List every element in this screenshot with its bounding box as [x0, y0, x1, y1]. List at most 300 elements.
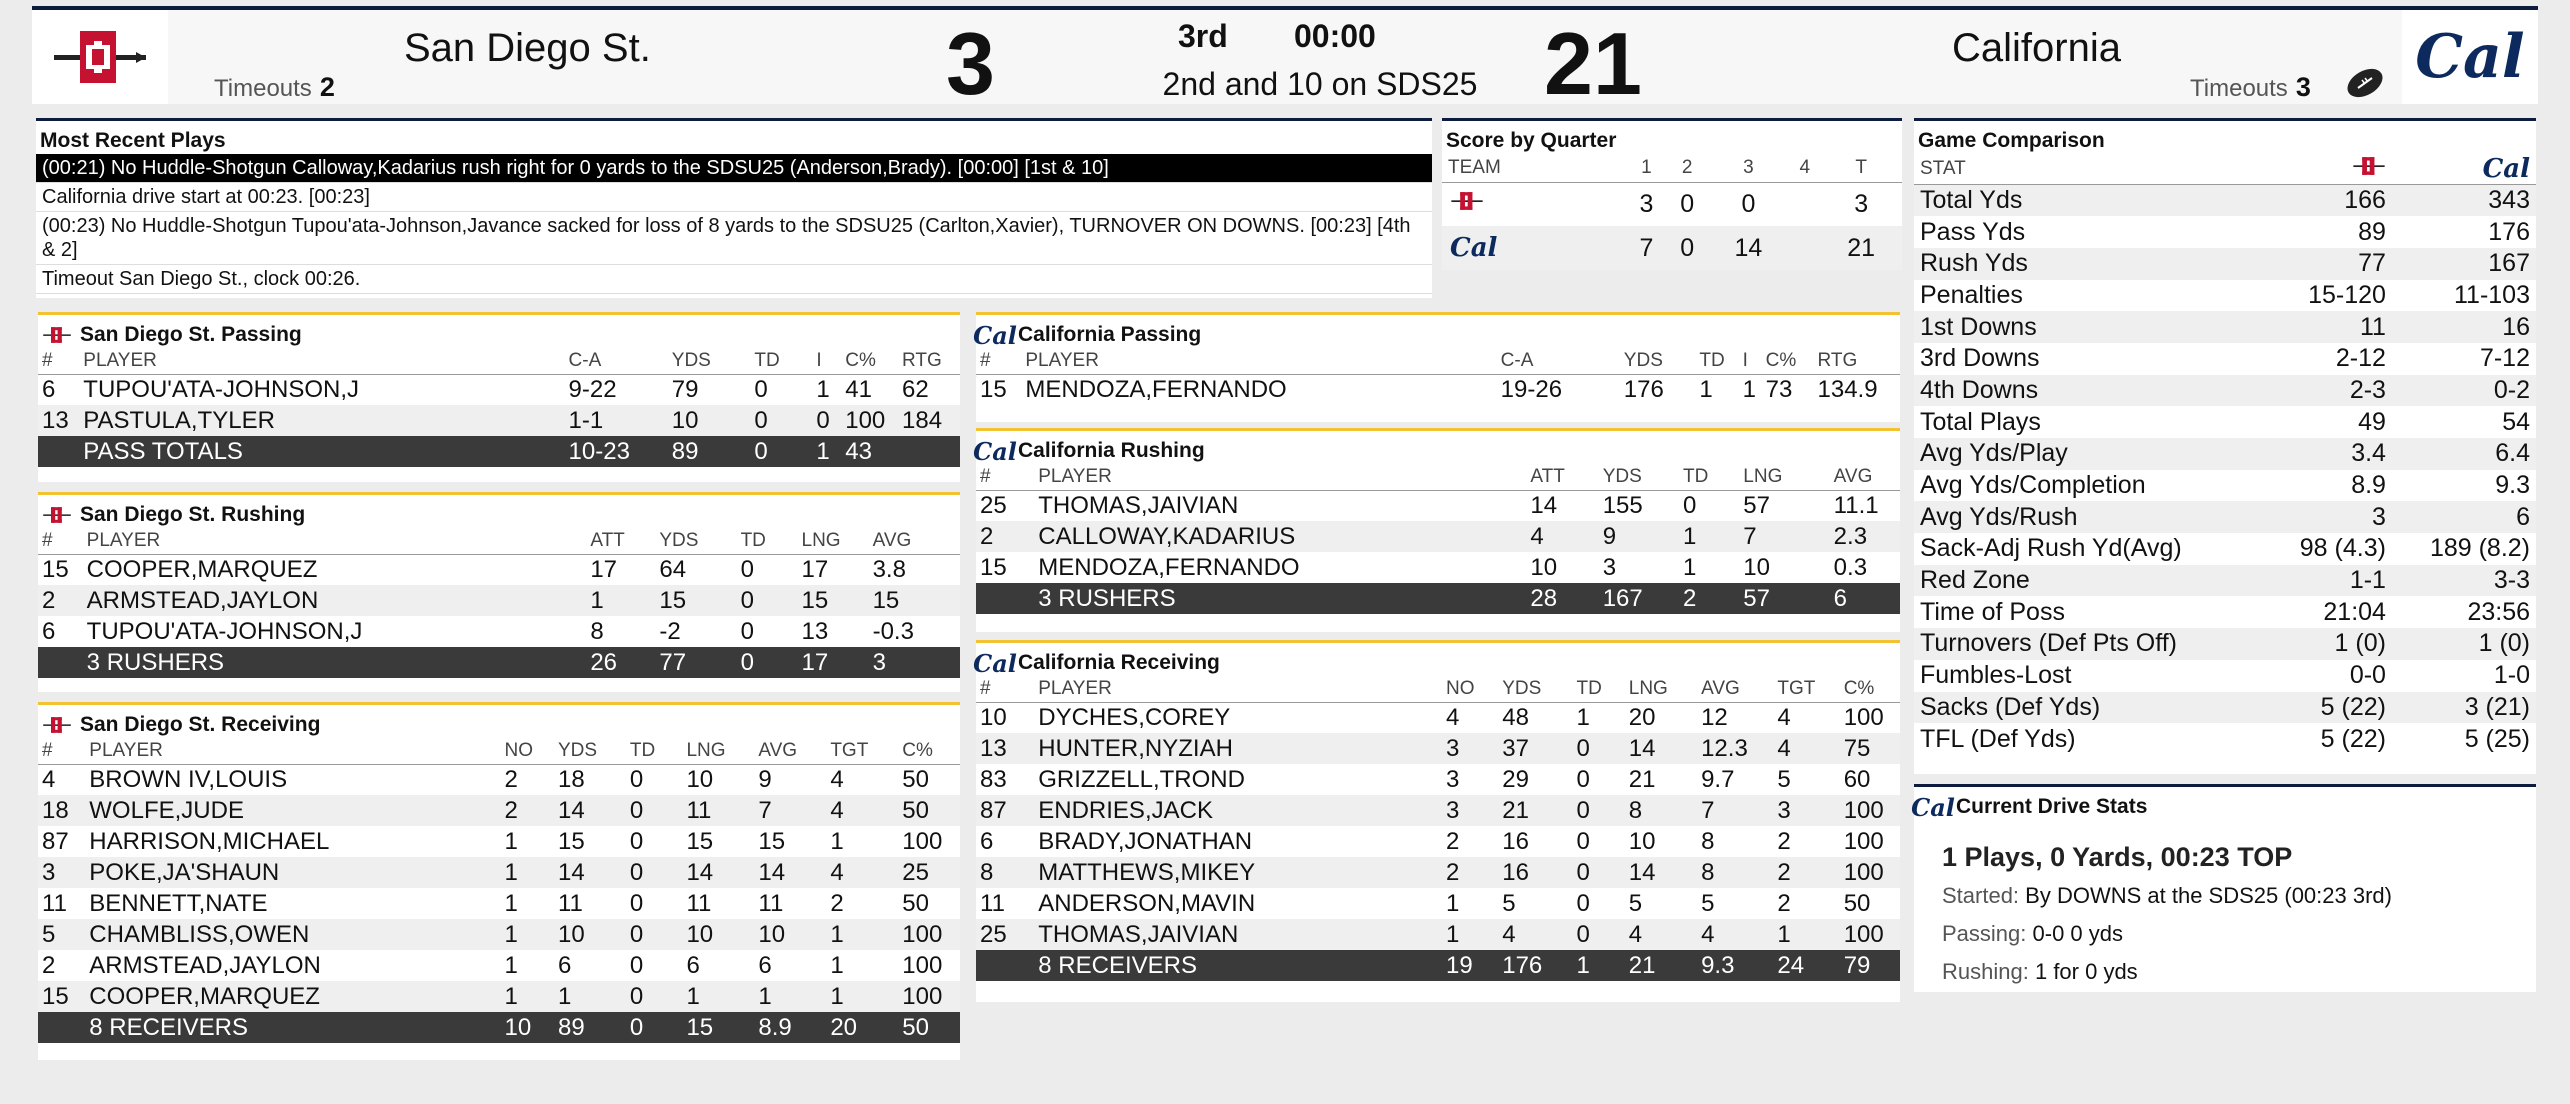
stat-cell: 1	[501, 919, 554, 950]
score-by-quarter-table	[1442, 154, 1902, 270]
sdsu-logo	[42, 712, 72, 738]
player-name: THOMAS,JAIVIAN	[1034, 919, 1442, 950]
cal-logo	[973, 648, 1017, 678]
stat-cell: 10	[1530, 553, 1558, 581]
drive-passing: Passing: 0-0 0 yds	[1942, 921, 2124, 946]
cal-logo	[1442, 226, 1626, 270]
stat-cell: 134.9	[1817, 375, 1878, 403]
comparison-value: 98 (4.3)	[2299, 534, 2386, 563]
column-header: C%	[841, 348, 898, 374]
cal-logo	[973, 436, 1017, 466]
stat-cell: 1	[816, 375, 830, 403]
comparison-value: 343	[2392, 185, 2536, 217]
comparison-stat-label: Sacks (Def Yds)	[1914, 692, 2266, 724]
player-row[interactable]	[976, 552, 1900, 583]
stat-cell: 15	[557, 827, 585, 855]
stat-cell: 48	[1502, 703, 1529, 731]
away-timeouts: Timeouts 3	[2190, 72, 2311, 102]
sdsu-passing-panel	[38, 312, 960, 482]
stat-cell: 83	[980, 765, 1007, 793]
stat-cell: 4	[826, 857, 898, 888]
panel-title-row	[973, 315, 1900, 350]
comparison-value: 5 (25)	[2464, 724, 2530, 753]
player-name: HUNTER,NYZIAH	[1034, 733, 1442, 764]
column-header: C-A	[565, 348, 668, 374]
sdsu-rushing-table	[38, 528, 960, 678]
totals-label: 3 RUSHERS	[1034, 583, 1526, 614]
player-name: ARMSTEAD,JAYLON	[89, 951, 321, 979]
home-timeouts: Timeouts 2	[214, 72, 335, 102]
player-row[interactable]	[976, 702, 1900, 733]
comparison-stat-label: Turnovers (Def Pts Off)	[1914, 628, 2266, 660]
down-and-distance: 2nd and 10 on SDS25	[1162, 66, 1478, 102]
game-comparison-panel	[1914, 118, 2536, 774]
stat-cell: 4	[1773, 733, 1839, 764]
stat-cell: 14	[1530, 491, 1558, 519]
cal-passing-table	[976, 348, 1900, 405]
stat-cell: 10	[682, 919, 754, 950]
away-score: 21	[1544, 14, 1642, 113]
stat-cell: 5	[1701, 889, 1715, 917]
stat-cell: 2	[1446, 827, 1460, 855]
drive-stats-title: Current Drive Stats	[1956, 795, 2148, 818]
sdsu-logo-icon	[1450, 189, 1484, 213]
totals-cell: 24	[1773, 950, 1839, 981]
stat-cell: 5	[1502, 889, 1516, 917]
home-score: 3	[946, 14, 995, 113]
stat-cell: 50	[898, 795, 960, 826]
drive-stats-panel	[1911, 784, 2536, 992]
player-row[interactable]	[976, 826, 1900, 857]
stat-cell: 4	[1498, 919, 1572, 950]
sbq-row-cal	[1442, 226, 1902, 270]
comparison-value: 21:04	[2323, 597, 2386, 626]
comparison-value: 2-3	[2266, 375, 2392, 407]
stat-cell: 10	[1743, 553, 1770, 581]
player-row[interactable]	[38, 888, 960, 919]
column-header: I	[1739, 348, 1762, 374]
stat-cell: 155	[1602, 491, 1643, 519]
totals-cell: 0	[626, 1012, 683, 1043]
stat-cell: 0	[1576, 889, 1590, 917]
comparison-row	[1914, 692, 2536, 724]
drive-summary: 1 Plays, 0 Yards, 00:23 TOP	[1942, 842, 2293, 872]
column-header: C%	[1762, 348, 1814, 374]
stat-cell: 1	[1773, 919, 1839, 950]
player-name: WOLFE,JUDE	[85, 795, 500, 826]
player-row[interactable]	[976, 521, 1900, 552]
totals-cell: 19	[1442, 950, 1498, 981]
stat-cell: 11	[980, 889, 1005, 917]
stat-cell: 0	[1576, 827, 1590, 855]
stat-cell: 0	[740, 555, 754, 583]
panel-title-row	[973, 431, 1900, 466]
column-header: YDS	[655, 528, 736, 554]
comparison-row	[1914, 406, 2536, 438]
player-row[interactable]	[976, 490, 1900, 521]
stat-cell: 10	[668, 405, 751, 436]
comparison-row	[1914, 216, 2536, 248]
player-name: BRADY,JONATHAN	[1038, 827, 1253, 855]
column-header: NO	[1442, 676, 1498, 702]
totals-cell: 43	[841, 436, 898, 467]
stat-cell: 14	[554, 795, 626, 826]
stat-cell: 9-22	[568, 375, 617, 403]
comparison-row	[1914, 185, 2536, 217]
player-row[interactable]	[38, 764, 960, 795]
sbq-cell	[1789, 182, 1820, 226]
stat-cell: 18	[38, 795, 85, 826]
stat-cell: 176	[1623, 375, 1664, 403]
stat-cell: 2.3	[1830, 521, 1900, 552]
totals-cell: 2	[1679, 583, 1739, 614]
player-row[interactable]	[976, 374, 1900, 405]
cal-logo	[2392, 154, 2536, 185]
sdsu-logo-icon	[42, 714, 72, 736]
cal-logo	[1911, 792, 1955, 822]
cal-receiving-title: California Receiving	[1018, 651, 1220, 674]
player-row[interactable]	[38, 374, 960, 405]
sdsu-passing-table	[38, 348, 960, 467]
totals-row	[38, 436, 960, 467]
stat-cell: 10	[754, 919, 826, 950]
cmp-header: STAT	[1914, 154, 2266, 185]
column-header: ATT	[1526, 464, 1598, 490]
stat-cell: 37	[1498, 733, 1572, 764]
column-header: LNG	[682, 738, 754, 764]
cal-logo-text: Cal	[973, 436, 1017, 466]
player-row[interactable]	[38, 616, 960, 647]
player-name: ANDERSON,MAVIN	[1038, 889, 1256, 917]
player-name: GRIZZELL,TROND	[1038, 765, 1245, 793]
totals-cell: 167	[1599, 583, 1679, 614]
player-row[interactable]	[976, 795, 1900, 826]
sdsu-logo-icon	[42, 504, 72, 526]
recent-plays-title: Most Recent Plays	[40, 129, 226, 152]
player-row[interactable]	[976, 888, 1900, 919]
stat-cell: 2	[976, 521, 1034, 552]
player-row[interactable]	[38, 585, 960, 616]
stat-cell: 15	[980, 553, 1007, 581]
stat-cell: 100	[1843, 703, 1884, 731]
player-name: CHAMBLISS,OWEN	[85, 919, 500, 950]
sdsu-rushing-panel	[38, 492, 960, 692]
stat-cell: 0	[740, 617, 754, 645]
column-header: AVG	[1830, 464, 1900, 490]
stat-cell: 4	[42, 765, 56, 793]
comparison-value: 1 (0)	[2266, 628, 2392, 660]
totals-cell: 21	[1625, 950, 1697, 981]
stat-cell: 10	[554, 919, 626, 950]
column-header: ATT	[586, 528, 655, 554]
comparison-value: 1-1	[2266, 565, 2392, 597]
column-header: C%	[898, 738, 960, 764]
stat-cell: 0	[629, 827, 644, 855]
stat-cell: 1	[1683, 553, 1697, 581]
column-header: RTG	[1814, 348, 1900, 374]
stat-cell: 8	[1625, 795, 1697, 826]
comparison-value: 0-0	[2349, 661, 2386, 690]
player-row[interactable]	[976, 733, 1900, 764]
comparison-value: 89	[2358, 217, 2386, 246]
column-header: RTG	[898, 348, 960, 374]
column-header: TGT	[826, 738, 898, 764]
column-header: I	[812, 348, 841, 374]
player-row[interactable]	[38, 826, 960, 857]
stat-cell: 5	[1628, 889, 1643, 917]
player-name: MENDOZA,FERNANDO	[1025, 375, 1287, 403]
panel-title-row	[38, 315, 960, 348]
stat-cell: 1-1	[565, 405, 668, 436]
stat-cell: 1	[1446, 889, 1460, 917]
player-row[interactable]	[38, 919, 960, 950]
comparison-value: 5 (22)	[2320, 724, 2386, 753]
stat-cell: 6	[758, 951, 772, 979]
stat-cell: 11	[42, 889, 67, 917]
player-name: POKE,JA'SHAUN	[85, 857, 500, 888]
column-header: AVG	[869, 528, 960, 554]
stat-cell: 2	[830, 889, 844, 917]
sdsu-logo	[1442, 182, 1626, 226]
comparison-value: 1-0	[2493, 661, 2530, 690]
player-name: THOMAS,JAIVIAN	[1038, 491, 1239, 519]
game-quarter: 3rd	[1178, 18, 1228, 54]
recent-play-item[interactable]: (00:21) No Huddle-Shotgun Calloway,Kadarius rush right for 0 yards to the SDSU25 (Anderson,Brady). [00:00] [1st & 10]	[36, 154, 1432, 183]
score-by-quarter-title: Score by Quarter	[1446, 129, 1617, 152]
stat-cell: 1	[1742, 375, 1756, 403]
comparison-stat-label: 4th Downs	[1914, 375, 2266, 407]
game-clock: 00:00	[1294, 18, 1376, 54]
column-header: AVG	[1697, 676, 1773, 702]
totals-cell: 10-23	[565, 436, 668, 467]
totals-cell: 28	[1526, 583, 1598, 614]
comparison-row	[1914, 375, 2536, 407]
comparison-value: 3-3	[2392, 565, 2536, 597]
comparison-stat-label: Total Yds	[1914, 185, 2266, 217]
comparison-stat-label: Sack-Adj Rush Yd(Avg)	[1920, 534, 2182, 563]
comparison-row	[1914, 533, 2536, 565]
column-header: TD	[626, 738, 683, 764]
stat-cell: 13	[38, 405, 79, 436]
stat-cell: 3	[1446, 765, 1460, 793]
column-header: PLAYER	[79, 348, 564, 374]
totals-cell: 20	[826, 1012, 898, 1043]
sdsu-logo	[42, 322, 72, 348]
player-row[interactable]	[38, 981, 960, 1012]
player-name: PASTULA,TYLER	[79, 405, 564, 436]
comparison-row	[1914, 660, 2536, 692]
score-by-quarter-panel	[1442, 118, 1902, 268]
column-header: #	[976, 676, 1034, 702]
stat-cell: 18	[557, 765, 585, 793]
sbq-cell	[1789, 226, 1820, 270]
totals-cell: 89	[668, 436, 751, 467]
sbq-header: T	[1820, 154, 1902, 182]
cal-logo	[973, 320, 1017, 350]
stat-cell: 87	[976, 795, 1034, 826]
player-row[interactable]	[38, 554, 960, 585]
totals-cell	[898, 436, 960, 467]
stat-cell: 15	[38, 981, 85, 1012]
comparison-stat-label: Fumbles-Lost	[1920, 661, 2072, 690]
cal-logo-text: Cal	[973, 320, 1017, 350]
comparison-value: 11	[2266, 311, 2392, 343]
totals-cell: 79	[1840, 950, 1900, 981]
totals-cell	[976, 950, 1034, 981]
comparison-row	[1914, 565, 2536, 597]
cal-logo-text: Cal	[1450, 233, 1498, 263]
stat-cell: 0.3	[1833, 553, 1868, 581]
comparison-row	[1914, 248, 2536, 280]
panel-title-row	[38, 705, 960, 738]
player-name: DYCHES,COREY	[1038, 703, 1231, 731]
player-row[interactable]	[38, 950, 960, 981]
totals-cell: 57	[1739, 583, 1829, 614]
stat-cell: 5	[1777, 765, 1791, 793]
player-name: ENDRIES,JACK	[1034, 795, 1442, 826]
player-name: CALLOWAY,KADARIUS	[1034, 521, 1526, 552]
recent-play-item[interactable]: Timeout San Diego St., clock 00:26.	[36, 265, 1432, 294]
stat-cell: 6	[42, 375, 56, 403]
recent-play-item[interactable]: California drive start at 00:23. [00:23]	[36, 183, 1432, 212]
sbq-cell: 3	[1639, 189, 1654, 218]
stat-cell: 0	[1573, 857, 1625, 888]
stat-cell: 20	[1628, 703, 1656, 731]
stat-cell: 0	[812, 405, 841, 436]
stat-cell: 57	[1743, 491, 1770, 519]
drive-stats-title-row	[1911, 787, 2536, 822]
comparison-stat-label: TFL (Def Yds)	[1920, 724, 2076, 753]
stat-cell: 4	[1625, 919, 1697, 950]
stat-cell: 41	[845, 375, 872, 403]
stat-cell: 2	[501, 795, 554, 826]
stat-cell: 6	[557, 951, 572, 979]
column-header: #	[976, 348, 1021, 374]
stat-cell: 1	[501, 857, 554, 888]
column-header: TGT	[1773, 676, 1839, 702]
comparison-value: 11-103	[2454, 280, 2530, 309]
player-name: COOPER,MARQUEZ	[85, 981, 500, 1012]
comparison-stat-label: Pass Yds	[1920, 217, 2026, 246]
stat-cell: 1	[830, 827, 844, 855]
stat-cell: 6	[686, 951, 700, 979]
cal-logo	[2402, 10, 2538, 104]
stat-cell: 7	[1697, 795, 1773, 826]
stat-cell: 0	[750, 405, 812, 436]
stat-cell: 100	[1840, 795, 1900, 826]
comparison-row	[1914, 311, 2536, 343]
player-row[interactable]	[38, 795, 960, 826]
cal-passing-panel	[973, 312, 1900, 422]
comparison-value: 6.4	[2392, 438, 2536, 470]
sdsu-logo	[32, 10, 168, 104]
player-row[interactable]	[976, 857, 1900, 888]
stat-cell: 25	[980, 491, 1007, 519]
player-row[interactable]	[976, 764, 1900, 795]
stat-cell: 1	[1679, 521, 1739, 552]
comparison-row	[1914, 280, 2536, 312]
player-name: MENDOZA,FERNANDO	[1038, 553, 1300, 581]
stat-cell: 2	[1773, 857, 1839, 888]
recent-play-item[interactable]: (00:23) No Huddle-Shotgun Tupou'ata-Johnson,Javance sacked for loss of 8 yards to the SDSU25 (Carlton,Xavier), TURNOVER ON DOWNS. [00:23] [4th & 2]	[36, 212, 1432, 265]
column-header: AVG	[754, 738, 826, 764]
stat-cell: 1	[826, 981, 898, 1012]
totals-row	[976, 950, 1900, 981]
game-comparison-table	[1914, 154, 2536, 755]
column-header: NO	[501, 738, 554, 764]
comparison-value: 15-120	[2308, 280, 2386, 309]
stat-cell: 2	[1442, 857, 1498, 888]
sdsu-logo	[2266, 154, 2392, 185]
comparison-value: 3	[2266, 501, 2392, 533]
sbq-cell: 7	[1626, 226, 1667, 270]
totals-cell: 77	[655, 647, 736, 678]
comparison-value: 6	[2392, 501, 2536, 533]
sbq-header: 3	[1708, 154, 1790, 182]
stat-cell: 8	[590, 617, 604, 645]
comparison-row	[1914, 723, 2536, 755]
stat-cell: 1	[830, 951, 844, 979]
stat-cell: 21	[1628, 765, 1656, 793]
comparison-value: 167	[2392, 248, 2536, 280]
sbq-cell: 0	[1741, 189, 1756, 218]
game-comparison-title: Game Comparison	[1918, 129, 2105, 152]
stat-cell: 25	[976, 919, 1034, 950]
comparison-value: 3.4	[2266, 438, 2392, 470]
stat-cell: 12	[1701, 703, 1728, 731]
player-row[interactable]	[38, 405, 960, 436]
stat-cell: 10	[686, 765, 714, 793]
stat-cell: 1	[504, 889, 518, 917]
totals-cell: 9.3	[1697, 950, 1773, 981]
column-header: YDS	[1599, 464, 1679, 490]
stat-cell: 3	[1602, 553, 1617, 581]
player-name: ARMSTEAD,JAYLON	[83, 585, 587, 616]
stat-cell: 15	[869, 585, 960, 616]
comparison-row	[1914, 438, 2536, 470]
comparison-stat-label: Avg Yds/Rush	[1914, 501, 2266, 533]
player-row[interactable]	[976, 919, 1900, 950]
sdsu-receiving-title: San Diego St. Receiving	[80, 713, 321, 736]
stat-cell: 15	[655, 585, 736, 616]
column-header: TD	[750, 348, 812, 374]
totals-cell: 15	[682, 1012, 754, 1043]
column-header: TD	[1573, 676, 1625, 702]
stat-cell: 13	[801, 617, 829, 645]
player-name: MATTHEWS,MIKEY	[1034, 857, 1442, 888]
player-row[interactable]	[38, 857, 960, 888]
stat-cell: 50	[902, 889, 929, 917]
cal-logo-text: Cal	[973, 648, 1017, 678]
cal-receiving-table	[976, 676, 1900, 981]
comparison-value: 77	[2266, 248, 2392, 280]
stat-cell: 0	[1573, 919, 1625, 950]
comparison-value: 7-12	[2479, 344, 2530, 373]
stat-cell: -2	[659, 617, 681, 645]
drive-rushing: Rushing: 1 for 0 yds	[1942, 959, 2138, 984]
totals-row	[38, 1012, 960, 1043]
stat-cell: 1	[586, 585, 655, 616]
stat-cell: 11	[682, 795, 754, 826]
comparison-row	[1914, 501, 2536, 533]
comparison-stat-label: 1st Downs	[1914, 311, 2266, 343]
comparison-value: 54	[2502, 407, 2530, 436]
stat-cell: 73	[1765, 375, 1793, 403]
column-header: LNG	[1625, 676, 1697, 702]
stat-cell: 3	[1442, 733, 1498, 764]
column-header: YDS	[668, 348, 751, 374]
stat-cell: 100	[898, 919, 960, 950]
